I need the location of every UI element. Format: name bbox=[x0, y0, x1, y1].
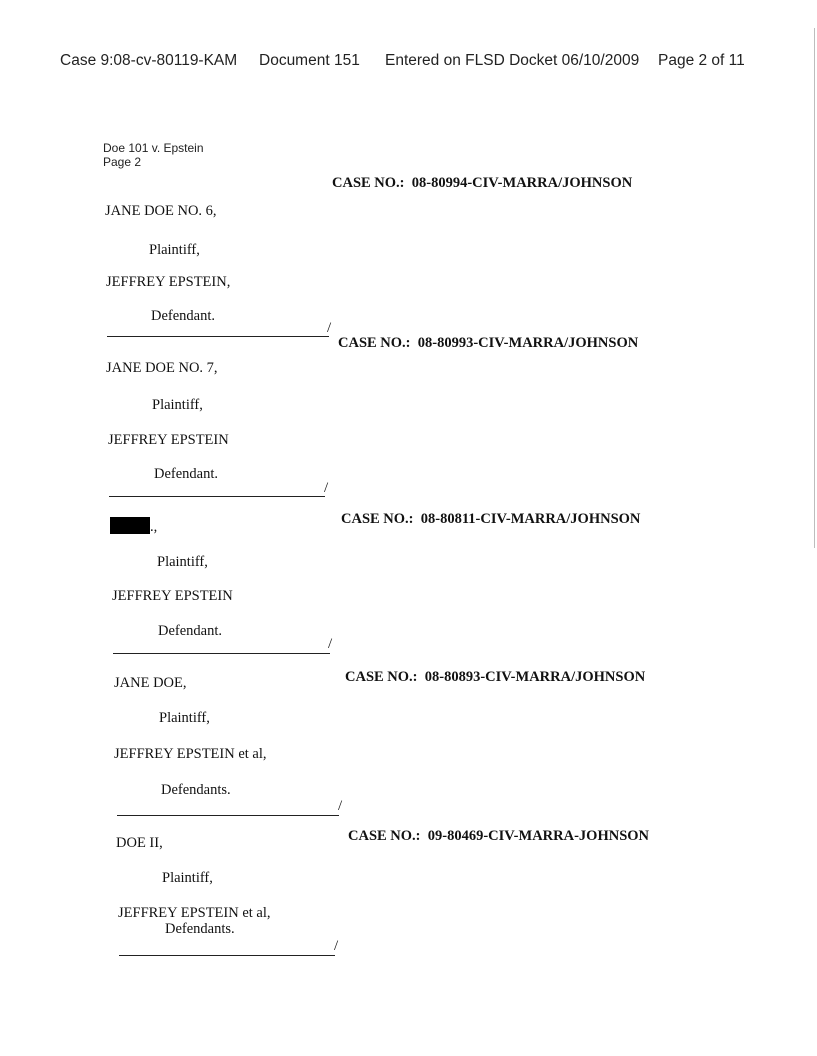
defendant-name: JEFFREY EPSTEIN et al, bbox=[114, 746, 267, 762]
case-number: CASE NO.: 09-80469-CIV-MARRA-JOHNSON bbox=[348, 828, 650, 844]
caption-rule bbox=[119, 955, 335, 956]
case-number: CASE NO.: 08-80994-CIV-MARRA/JOHNSON bbox=[332, 175, 633, 191]
defendant-role: Defendant. bbox=[154, 466, 219, 482]
plaintiff-name: JANE DOE NO. 6, bbox=[105, 203, 217, 219]
caption-end-mark: / bbox=[328, 636, 333, 652]
case-number: CASE NO.: 08-80893-CIV-MARRA/JOHNSON bbox=[345, 669, 646, 685]
plaintiff-role: Plaintiff, bbox=[162, 870, 213, 886]
plaintiff-role: Plaintiff, bbox=[149, 242, 200, 258]
plaintiff-role: Plaintiff, bbox=[152, 397, 203, 413]
page-subheader bbox=[103, 141, 204, 169]
plaintiff-role: Plaintiff, bbox=[157, 554, 208, 570]
plaintiff-name: JANE DOE, bbox=[114, 675, 187, 691]
scan-edge-line bbox=[814, 28, 815, 548]
defendant-role: Defendant. bbox=[151, 308, 216, 324]
caption-end-mark: / bbox=[327, 320, 332, 336]
defendant-role: Defendant. bbox=[158, 623, 223, 639]
case-number: CASE NO.: 08-80993-CIV-MARRA/JOHNSON bbox=[338, 335, 639, 351]
caption-end-mark: / bbox=[334, 938, 339, 954]
redaction-box bbox=[110, 517, 150, 534]
defendant-name: JEFFREY EPSTEIN bbox=[112, 588, 233, 604]
header-document: Document 151 bbox=[259, 52, 360, 69]
defendant-name: JEFFREY EPSTEIN et al, bbox=[118, 905, 271, 921]
caption-rule bbox=[113, 653, 330, 654]
plaintiff-name: DOE II, bbox=[116, 835, 163, 851]
caption-end-mark: / bbox=[338, 798, 343, 814]
header-page: Page 2 of 11 bbox=[658, 52, 745, 69]
header-entered: Entered on FLSD Docket 06/10/2009 bbox=[385, 52, 640, 69]
plaintiff-role: Plaintiff, bbox=[159, 710, 210, 726]
caption-rule bbox=[109, 496, 325, 497]
caption-rule bbox=[117, 815, 339, 816]
defendant-role: Defendants. bbox=[165, 921, 235, 937]
defendant-role: Defendants. bbox=[161, 782, 231, 798]
defendant-name: JEFFREY EPSTEIN, bbox=[106, 274, 231, 290]
case-number: CASE NO.: 08-80811-CIV-MARRA/JOHNSON bbox=[341, 511, 641, 527]
subheader-page: Page 2 bbox=[103, 155, 142, 169]
subheader-caption: Doe 101 v. Epstein bbox=[103, 141, 204, 155]
caption-end-mark: / bbox=[324, 480, 329, 496]
defendant-name: JEFFREY EPSTEIN bbox=[108, 432, 229, 448]
header-case-number: Case 9:08-cv-80119-KAM bbox=[60, 52, 238, 69]
plaintiff-name: ., bbox=[110, 517, 157, 536]
plaintiff-name: JANE DOE NO. 7, bbox=[106, 360, 218, 376]
caption-rule bbox=[107, 336, 329, 337]
